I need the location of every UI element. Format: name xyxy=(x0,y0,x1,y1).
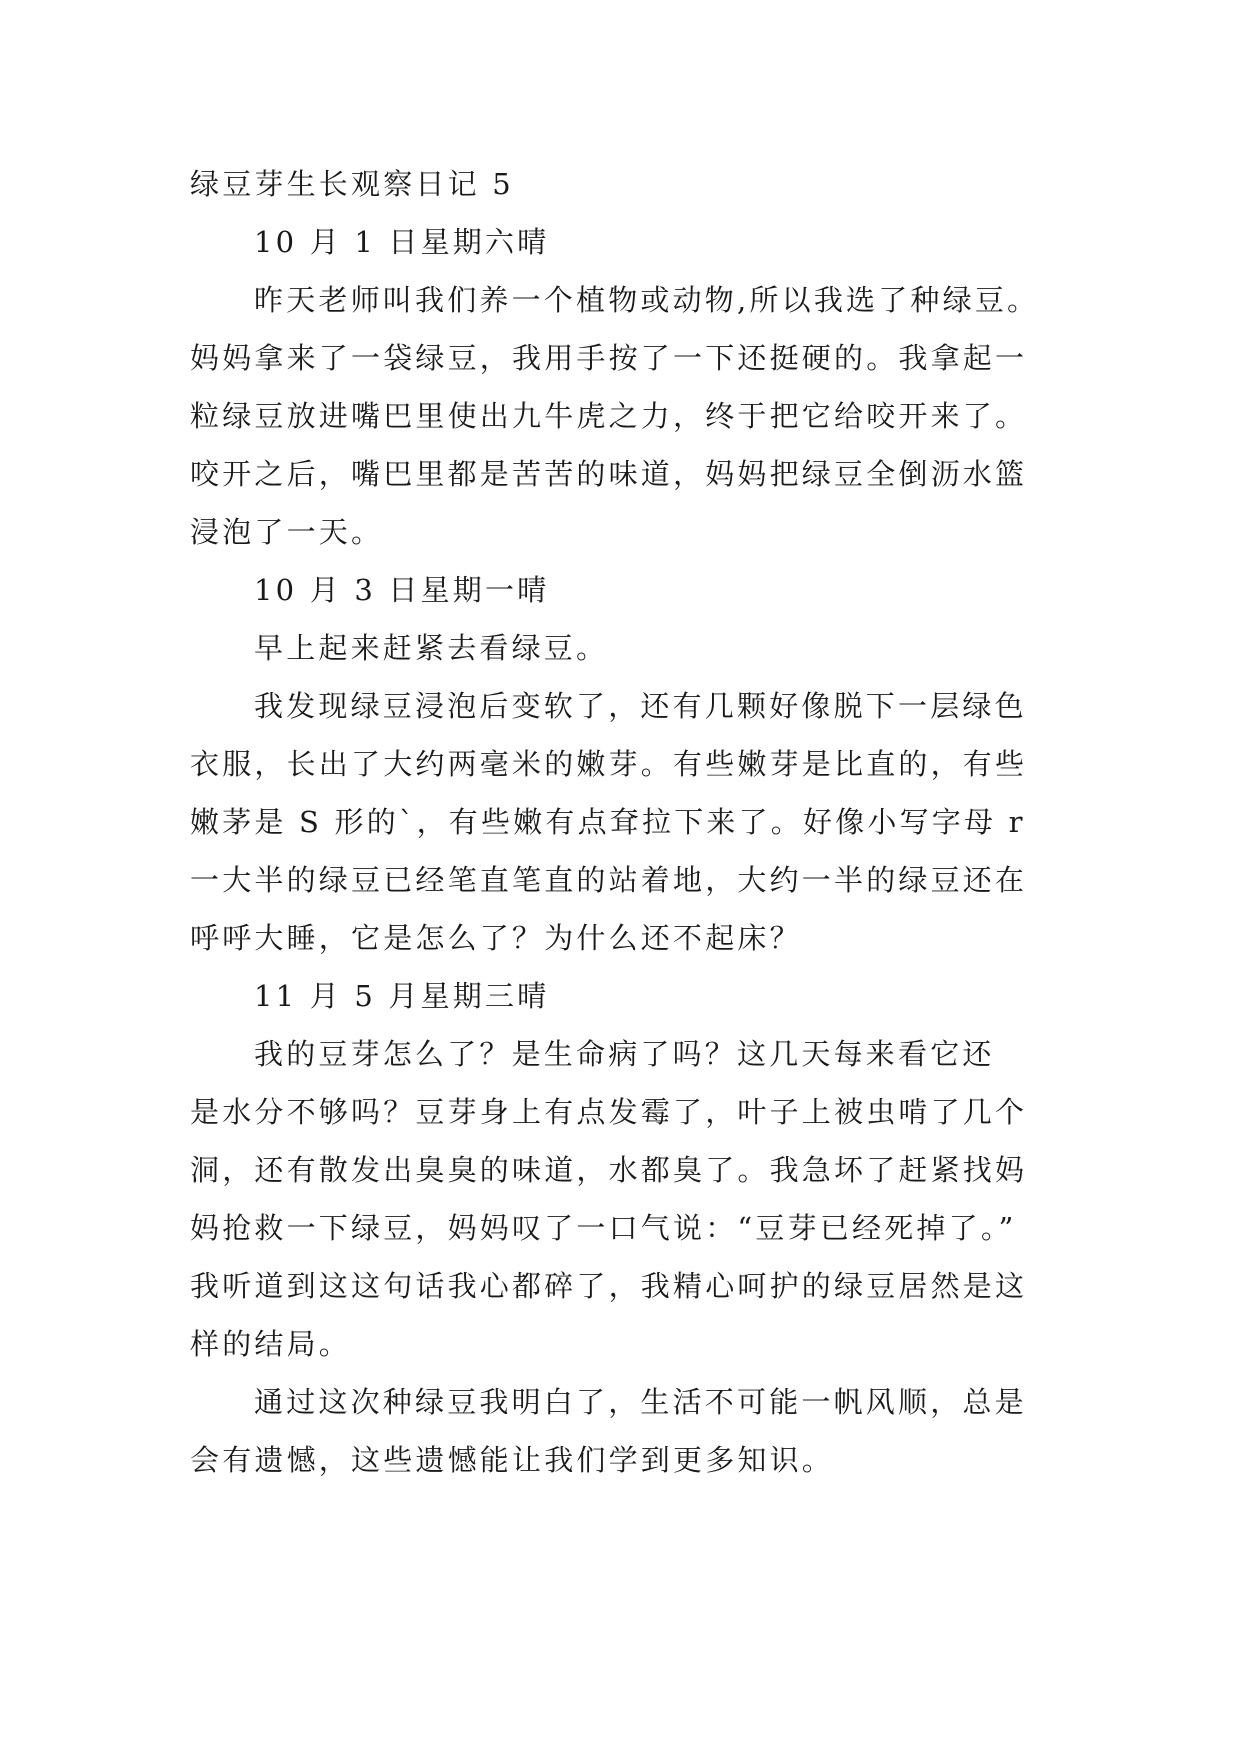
paragraph-line: 嫩茅是 S 形的`，有些嫩有点耷拉下来了。好像小写字母 r xyxy=(190,805,1026,839)
paragraph-line: 昨天老师叫我们养一个植物或动物,所以我选了种绿豆。 xyxy=(254,283,1040,317)
paragraph-line: 是水分不够吗？豆芽身上有点发霉了，叶子上被虫啃了几个 xyxy=(190,1095,1028,1129)
paragraph-line: 会有遗憾，这些遗憾能让我们学到更多知识。 xyxy=(190,1443,835,1477)
paragraph-line: 妈妈拿来了一袋绿豆，我用手按了一下还挺硬的。我拿起一 xyxy=(190,341,1028,375)
paragraph-line: 一大半的绿豆已经笔直笔直的站着地，大约一半的绿豆还在 xyxy=(190,863,1028,897)
paragraph-line: 呼呼大睡，它是怎么了？为什么还不起床？ xyxy=(190,921,802,955)
diary-date-1: 10 月 1 日星期六晴 xyxy=(254,225,550,259)
paragraph-line: 衣服，长出了大约两毫米的嫩芽。有些嫩芽是比直的，有些 xyxy=(190,747,1028,781)
diary-date-2: 10 月 3 日星期一晴 xyxy=(254,573,550,607)
paragraph-line: 早上起来赶紧去看绿豆。 xyxy=(254,631,609,665)
paragraph-line: 粒绿豆放进嘴巴里使出九牛虎之力，终于把它给咬开来了。 xyxy=(190,399,1028,433)
paragraph-line: 浸泡了一天。 xyxy=(190,515,384,549)
paragraph-line: 我的豆芽怎么了？是生命病了吗？这几天每来看它还 xyxy=(254,1037,995,1071)
paragraph-line: 我听道到这这句话我心都碎了，我精心呵护的绿豆居然是这 xyxy=(190,1269,1028,1303)
paragraph-line: 样的结局。 xyxy=(190,1327,352,1361)
diary-date-3: 11 月 5 月星期三晴 xyxy=(254,979,550,1013)
paragraph-line: 咬开之后，嘴巴里都是苦苦的味道，妈妈把绿豆全倒沥水篮 xyxy=(190,457,1028,491)
paragraph-line: 通过这次种绿豆我明白了，生活不可能一帆风顺，总是 xyxy=(254,1385,1027,1419)
paragraph-line: 妈抢救一下绿豆，妈妈叹了一口气说：“豆芽已经死掉了。” xyxy=(190,1211,1017,1245)
paragraph-line: 洞，还有散发出臭臭的味道，水都臭了。我急坏了赶紧找妈 xyxy=(190,1153,1028,1187)
document-title: 绿豆芽生长观察日记 5 xyxy=(190,167,514,201)
paragraph-line: 我发现绿豆浸泡后变软了，还有几颗好像脱下一层绿色 xyxy=(254,689,1027,723)
